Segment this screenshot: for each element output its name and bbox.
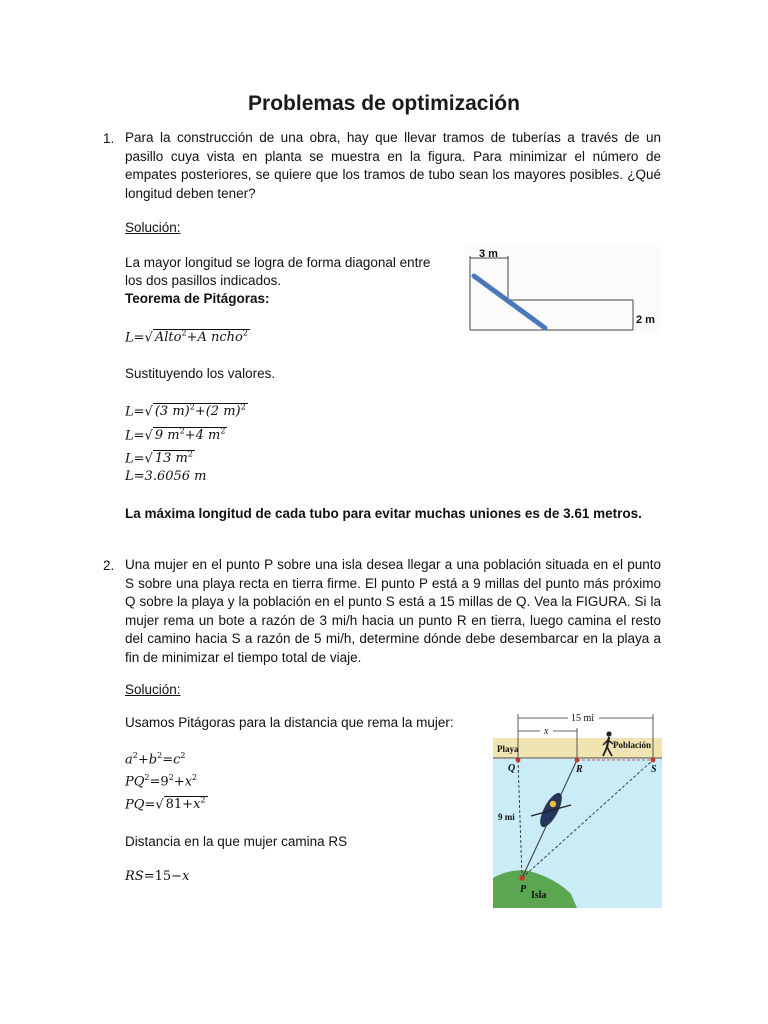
dist-total-label: 15 mi [571,713,595,724]
problem-1-explain-1: La mayor longitud se logra de forma diagonal entre [125,255,431,270]
formula-rs: RS=15−x [125,869,190,884]
page-title: Problemas de optimización [248,92,520,115]
formula-abc: $a^2+b^2=c^2$ [125,751,186,768]
label-p: P [520,884,527,895]
problem-2-rowing-text: Usamos Pitágoras para la distancia que rema la mujer: [125,715,454,730]
label-q: Q [508,763,516,774]
problem-2-solution-label: Solución: [125,682,181,697]
problem-1-statement: Para la construcción de una obra, hay que llevar tramos de tuberías a través de un pasillo cuya vista en planta se muestra en la figura. Para minimizar el número de empates posteriores, se quiere que los tramos de tubo sean los mayores posibles. ¿Qué longitud deben tener? [125,130,661,201]
formula-step-2: L=√ 9 $m^2+4$ $m^2$ [125,427,226,444]
problem-2-number: 2. [103,558,115,573]
problem-1-substitute: Sustituyendo los valores. [125,366,276,381]
beach-label: Playa [497,744,519,754]
corridor-figure [465,246,661,334]
formula-pq-squared: $PQ^2=9^2+x^2$ [125,773,198,790]
problem-1-number: 1. [103,131,115,146]
island-label: Isla [531,890,547,901]
problem-1-solution-label: Solución: [125,220,181,235]
problem-2-statement: Una mujer en el punto P sobre una isla desea llegar a una población situada en el punto S sobre una playa recta en tierra firme. El punto P está a 9 millas del punto más próximo Q sobre la playa y la población en el punto S está a 15 millas de Q. Vea la FIGURA. Si la mujer rema un bote a razón de 3 mi/h hacia un punto R en tierra, luego camina el resto del camino hacia S a razón de 5 mi/h, determine dónde debe desembarcar en la playa a fin de minimizar el tiempo total de viaje. [125,557,661,665]
town-label: Población [613,740,652,750]
problem-2-walking-text: Distancia en la que mujer camina RS [125,834,348,849]
problem-1-explain-2: los dos pasillos indicados. [125,273,282,288]
formula-step-3: L=√ 13 $m^2$ [125,450,193,467]
dist-x-label: x [544,726,549,737]
problem-1-conclusion: La máxima longitud de cada tubo para evitar muchas uniones es de 3.61 metros. [125,506,642,521]
label-s: S [651,764,657,775]
point-p [519,875,524,880]
formula-step-1: L=√ (3 m)$^2$+(2 m)$^2$ [125,403,246,420]
island-beach-figure [493,708,662,908]
formula-pythagoras: L=√ Alto$^2$+A ncho$^2$ [125,329,248,346]
height-label: 2 m [636,314,655,326]
width-label: 3 m [479,248,498,260]
point-s [651,758,656,763]
formula-step-4: L=3.6056 m [125,469,207,484]
point-q [516,758,521,763]
label-r: R [576,764,583,775]
problem-1-theorem: Teorema de Pitágoras: [125,291,270,306]
label-9mi: 9 mi [498,812,515,822]
formula-pq: PQ=√ $81+x^2$ [125,796,206,813]
point-r [575,758,580,763]
